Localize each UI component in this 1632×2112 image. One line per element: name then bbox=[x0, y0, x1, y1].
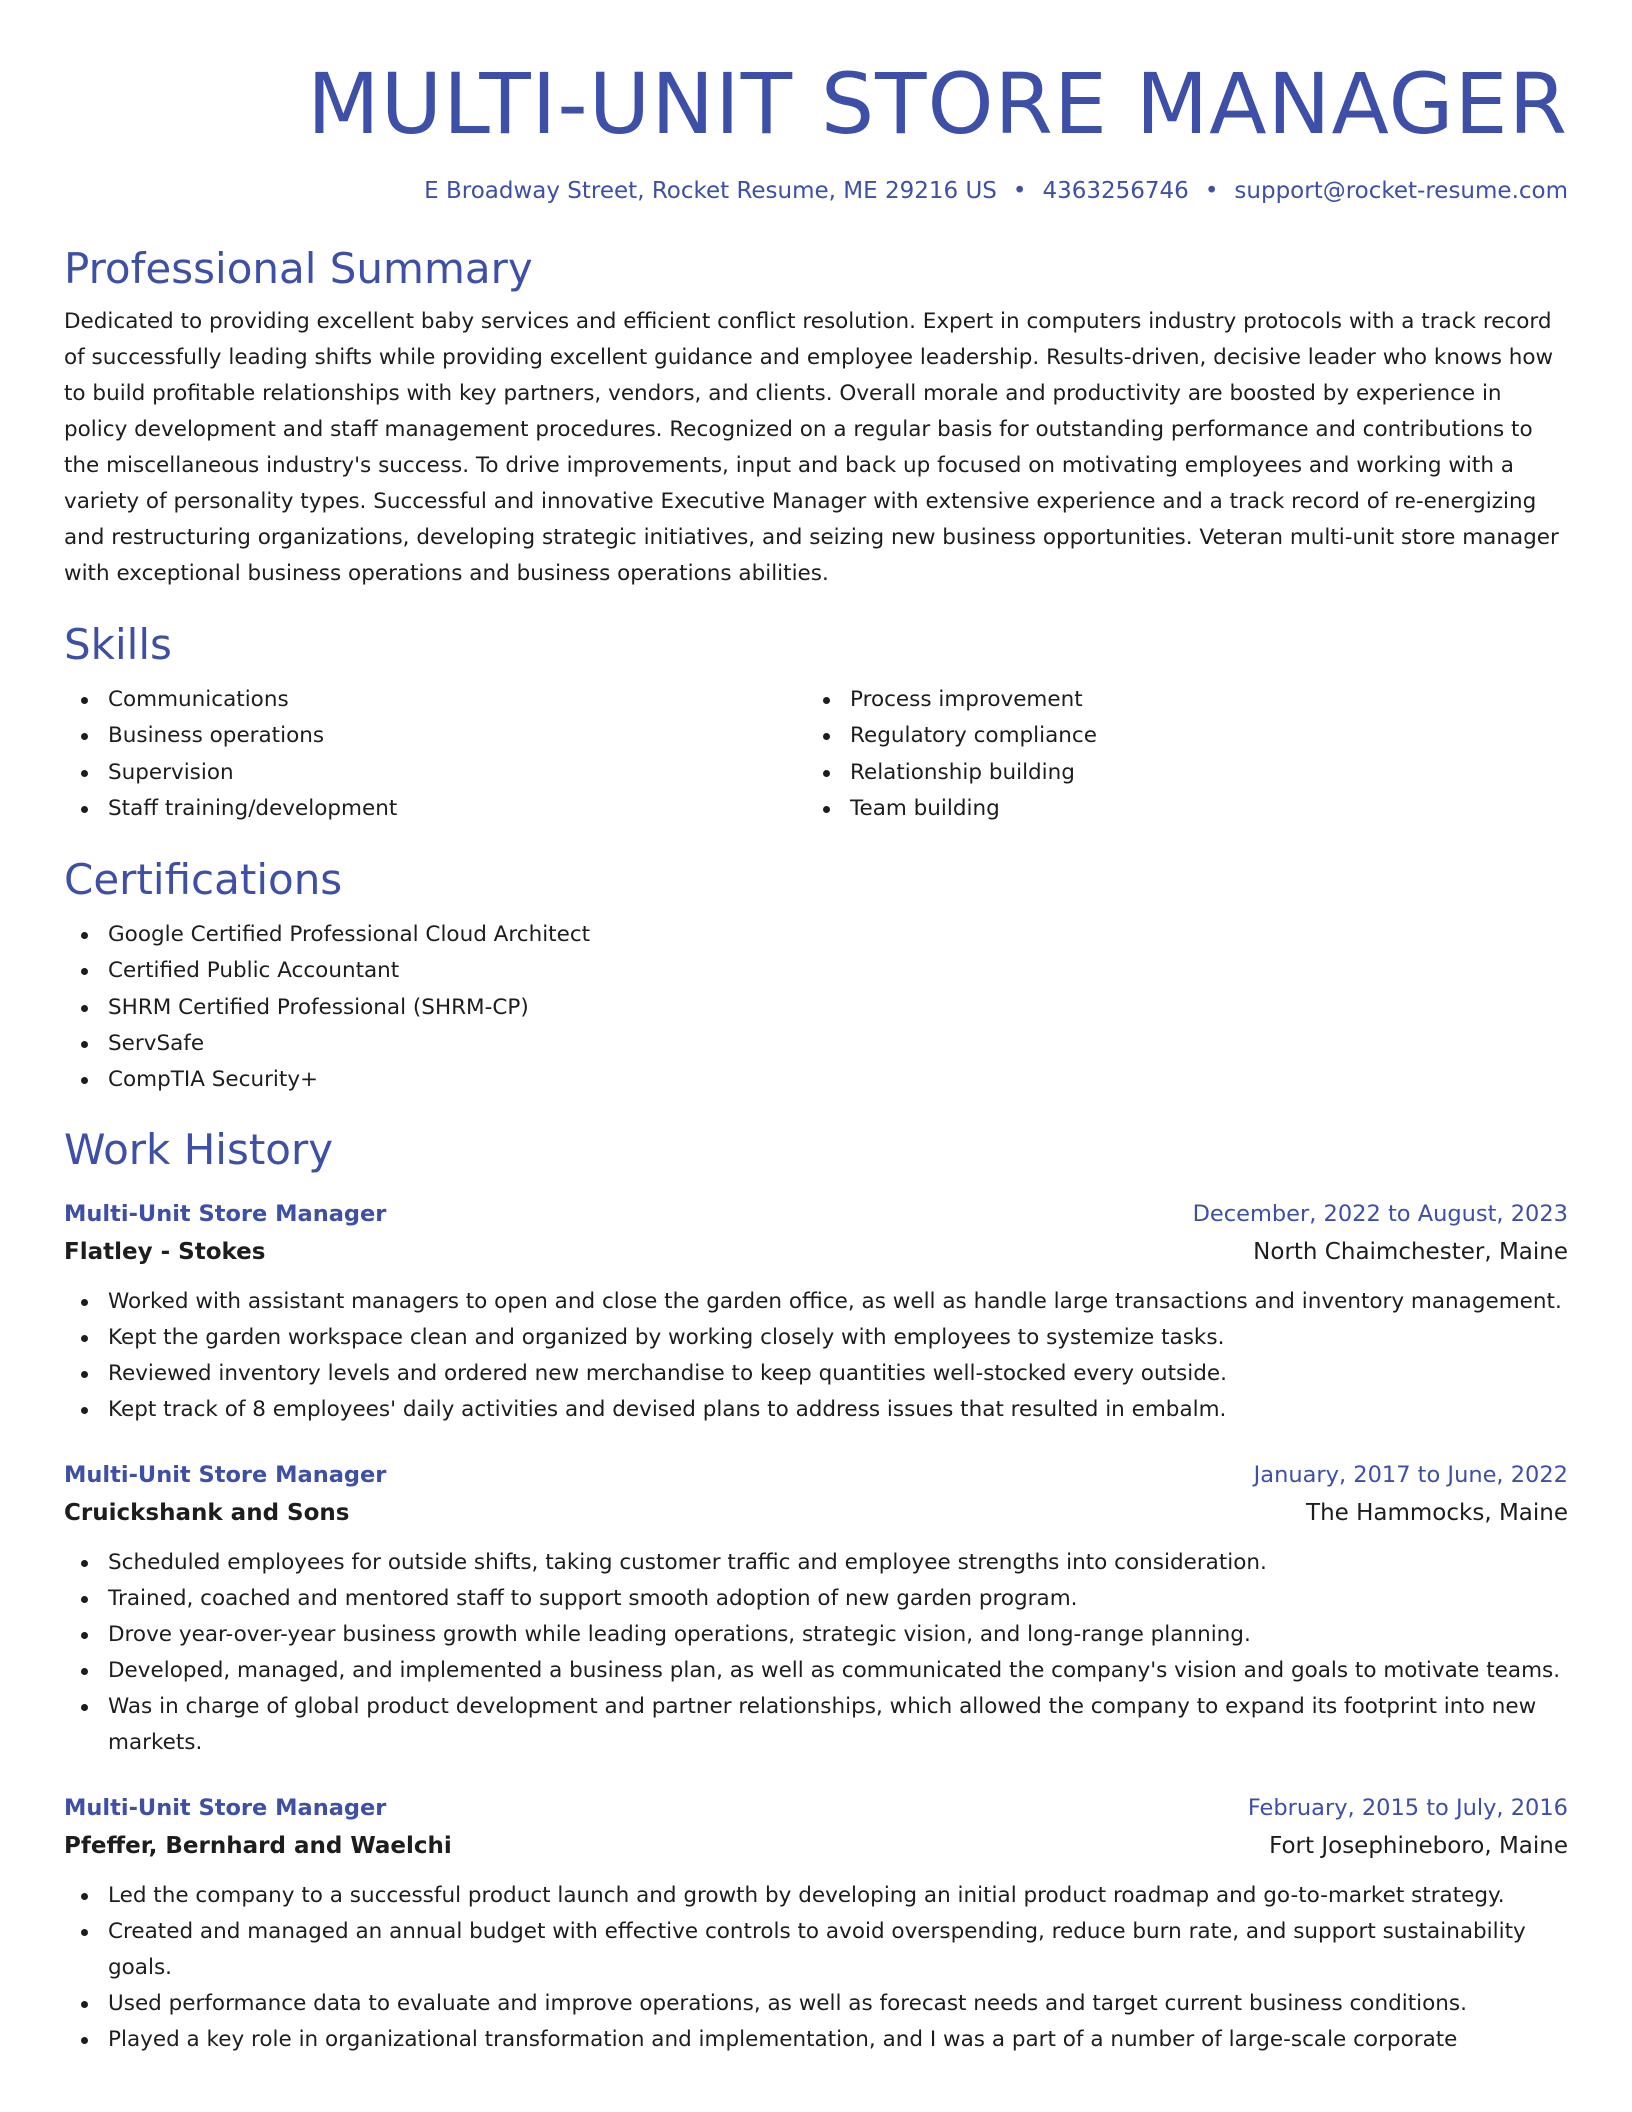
skills-list-right bbox=[806, 682, 1568, 827]
job-header-row bbox=[64, 1789, 1568, 1827]
certifications-list bbox=[64, 917, 1568, 1098]
job-bullets bbox=[64, 1545, 1568, 1761]
skill-item: Business operations bbox=[108, 718, 806, 754]
job-bullet: Scheduled employees for outside shifts, taking customer traffic and employee strengths into consideration. bbox=[108, 1545, 1568, 1581]
skill-item: Relationship building bbox=[850, 755, 1568, 791]
certification-item: SHRM Certified Professional (SHRM-CP) bbox=[108, 990, 1568, 1026]
skill-item: Process improvement bbox=[850, 682, 1568, 718]
job-bullet: Was in charge of global product development and partner relationships, which allowed the company to expand its footprint into new markets. bbox=[108, 1689, 1568, 1761]
skills-grid bbox=[64, 682, 1568, 827]
skills-heading: Skills bbox=[64, 620, 172, 669]
certifications-heading: Certifications bbox=[64, 855, 343, 905]
summary-text: Dedicated to providing excellent baby services and efficient conflict resolution. Expert in computers industry protocols with a track record of successfully leading shifts while providing excellent guidance and employee leadership. Results-driven, decisive leader who knows how to build profitable relationships with key partners, vendors, and clients. Overall morale and productivity are boosted by experience in policy development and staff management procedures. Recognized on a regular basis for outstanding performance and contributions to the miscellaneous industry's success. To drive improvements, input and back up focused on motivating employees and working with a variety of personality types. Successful and innovative Executive Manager with extensive experience and a track record of re-energizing and restructuring organizations, developing strategic initiatives, and seizing new business opportunities. Veteran multi-unit store manager with exceptional business operations and business operations abilities. bbox=[64, 309, 1559, 586]
job-company: Pfeffer, Bernhard and Waelchi bbox=[64, 1832, 452, 1859]
job-location: The Hammocks, Maine bbox=[1306, 1499, 1568, 1526]
job-location: North Chaimchester, Maine bbox=[1253, 1238, 1568, 1265]
job-bullet: Used performance data to evaluate and improve operations, as well as forecast needs and target current business conditions. bbox=[108, 1986, 1568, 2022]
job-company: Flatley - Stokes bbox=[64, 1238, 266, 1265]
skill-item: Communications bbox=[108, 682, 806, 718]
resume-page bbox=[64, 0, 1568, 2058]
job-company-row bbox=[64, 1494, 1568, 1532]
job-company-row bbox=[64, 1827, 1568, 1865]
job-bullet: Developed, managed, and implemented a business plan, as well as communicated the company's vision and goals to motivate teams. bbox=[108, 1653, 1568, 1689]
work-history-heading: Work History bbox=[64, 1124, 334, 1174]
contact-line bbox=[64, 176, 1568, 206]
job-location: Fort Josephineboro, Maine bbox=[1269, 1832, 1568, 1859]
skill-item: Supervision bbox=[108, 755, 806, 791]
job-entry bbox=[64, 1789, 1568, 2058]
job-bullet: Played a key role in organizational transformation and implementation, and I was a part of a number of large-scale corporate bbox=[108, 2022, 1568, 2058]
job-bullets bbox=[64, 1284, 1568, 1428]
skill-item: Regulatory compliance bbox=[850, 718, 1568, 754]
phone-text: 4363256746 bbox=[1042, 178, 1189, 204]
email-link[interactable]: support@rocket-resume.com bbox=[1234, 178, 1568, 204]
job-entry bbox=[64, 1456, 1568, 1761]
certification-item: Certified Public Accountant bbox=[108, 953, 1568, 989]
contact-separator: • bbox=[1204, 178, 1219, 204]
job-bullet: Kept the garden workspace clean and organized by working closely with employees to systemize tasks. bbox=[108, 1320, 1568, 1356]
job-title: Multi-Unit Store Manager bbox=[64, 1794, 387, 1821]
candidate-name: MULTI-UNIT STORE MANAGER bbox=[307, 55, 1568, 153]
job-header-row bbox=[64, 1195, 1568, 1233]
job-title: Multi-Unit Store Manager bbox=[64, 1461, 387, 1488]
job-header-row bbox=[64, 1456, 1568, 1494]
job-bullet: Drove year-over-year business growth while leading operations, strategic vision, and long-range planning. bbox=[108, 1617, 1568, 1653]
job-bullet: Created and managed an annual budget with effective controls to avoid overspending, reduce burn rate, and support sustainability goals. bbox=[108, 1914, 1568, 1986]
job-bullet: Trained, coached and mentored staff to support smooth adoption of new garden program. bbox=[108, 1581, 1568, 1617]
skill-item: Team building bbox=[850, 791, 1568, 827]
job-dates: December, 2022 to August, 2023 bbox=[1192, 1200, 1568, 1227]
contact-separator: • bbox=[1012, 178, 1027, 204]
address-text: E Broadway Street, Rocket Resume, ME 29216 US bbox=[424, 178, 997, 204]
summary-heading: Professional Summary bbox=[64, 244, 533, 293]
certification-item: Google Certified Professional Cloud Architect bbox=[108, 917, 1568, 953]
job-title: Multi-Unit Store Manager bbox=[64, 1200, 387, 1227]
job-company-row bbox=[64, 1233, 1568, 1271]
job-dates: February, 2015 to July, 2016 bbox=[1247, 1794, 1568, 1821]
job-entry bbox=[64, 1195, 1568, 1428]
job-dates: January, 2017 to June, 2022 bbox=[1253, 1461, 1568, 1488]
job-bullets bbox=[64, 1878, 1568, 2058]
job-bullet: Kept track of 8 employees' daily activities and devised plans to address issues that resulted in embalm. bbox=[108, 1392, 1568, 1428]
job-bullet: Reviewed inventory levels and ordered new merchandise to keep quantities well-stocked every outside. bbox=[108, 1356, 1568, 1392]
skills-list-left bbox=[64, 682, 806, 827]
job-company: Cruickshank and Sons bbox=[64, 1499, 350, 1526]
certification-item: CompTIA Security+ bbox=[108, 1062, 1568, 1098]
skill-item: Staff training/development bbox=[108, 791, 806, 827]
certification-item: ServSafe bbox=[108, 1026, 1568, 1062]
job-bullet: Worked with assistant managers to open and close the garden office, as well as handle large transactions and inventory management. bbox=[108, 1284, 1568, 1320]
job-bullet: Led the company to a successful product launch and growth by developing an initial product roadmap and go-to-market strategy. bbox=[108, 1878, 1568, 1914]
